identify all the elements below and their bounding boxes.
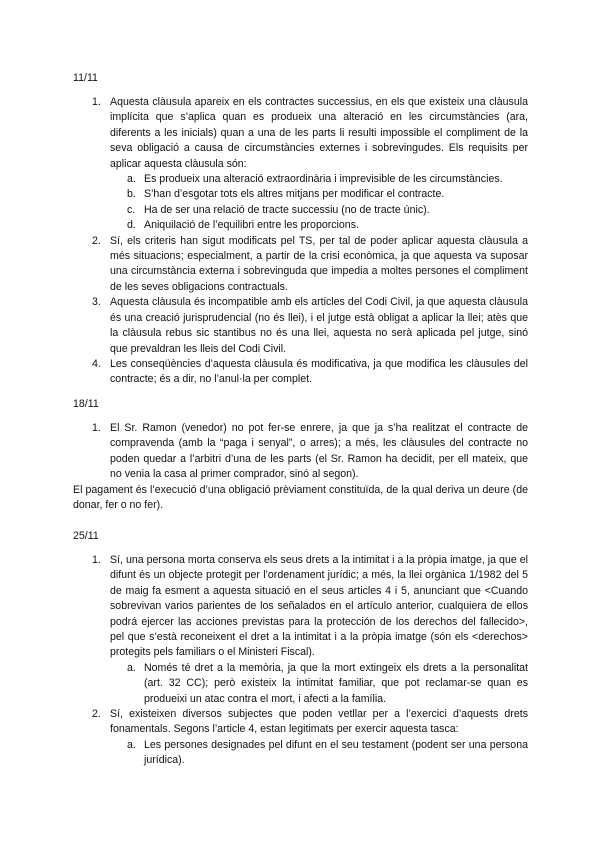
list-item [0, 95, 528, 172]
sub-list-item [0, 661, 528, 707]
list-item [0, 421, 528, 483]
list-item-text: El Sr. Ramon (venedor) no pot fer-se enrere, ja que ja s’ha realitzat el contracte de compravenda (amb la “paga i senyal”, o arres); a més, les clàusules del contracte no poden quedar a l’arbitri d’una de les parts (el Sr. Ramon ha decidit, per ell mateix, que no venia la casa al primer comprador, sinó al segon). [110, 422, 528, 481]
list-marker: a. [127, 173, 136, 186]
sub-item-text: Ha de ser una relació de tracte successiu (no de tracte únic). [144, 203, 430, 216]
list-item-text: Sí, una persona morta conserva els seus drets a la intimitat i a la pròpia imatge, ja que el difunt és un objecte protegit per l’ordenament jurídic; a més, la llei orgànica 1/1982 del 5 de maig fa esment a aquesta situació en el seus articles 4 i 5, anunciant que <Cuando sobrevivan varios parientes de los señalados en el artículo anterior, cualquiera de ellos podrá ejercer las acciones previstas para la protección de los derechos del fallecido>, pel que s’està reconeixent el dret a la intimitat i a la pròpia imatge (són els <derechos> protegits pels familiars o el Ministeri Fiscal). [110, 554, 528, 659]
sub-list-item [0, 203, 528, 218]
list-item-text: Sí, els criteris han sigut modificats pel TS, per tal de poder aplicar aquesta clàusula a més situacions; especialment, a partir de la crisi econòmica, ja que aquesta va suposar una circumstància externa i sobrevinguda que impedia a moltes persones el compliment de les seves obligacions contractuals. [110, 234, 528, 293]
list-marker: 2. [92, 234, 101, 247]
paragraph: El pagament és l’execució d’una obligació prèviament constituïda, de la qual deriva un deure (de donar, fer o no fer). [73, 484, 528, 512]
numbered-list [0, 95, 600, 388]
list-item-text: Aquesta clàusula apareix en els contractes successius, en els que existeix una clàusula implícita que s’aplica quan es produeix una alteració en les circumstàncies (ara, diferents a les inicials) quan a una de les parts li resulti impossible el compliment de la seva obligació a causa de circumstàncies externes i sobrevingudes. Els requisits per aplicar aquesta clàusula són: [110, 96, 528, 170]
list-marker: 1. [92, 96, 101, 108]
section-date: 18/11 [73, 398, 99, 410]
list-item [0, 234, 528, 296]
sub-item-text: S’han d’esgotar tots els altres mitjans per modificar el contracte. [144, 188, 445, 201]
list-item [0, 295, 528, 357]
sub-list-item [0, 172, 528, 187]
numbered-list [0, 421, 600, 483]
list-item [0, 553, 528, 661]
list-item-text: Sí, existeixen diversos subjectes que poden vetllar per a l’exercici d’aquests drets fonamentals. Segons l’article 4, estan legitimats per exercir aquesta tasca: [110, 708, 528, 736]
list-item [0, 707, 528, 738]
sub-item-text: Es produeix una alteració extraordinària i imprevisible de les circumstàncies. [144, 173, 503, 186]
sub-list-item [0, 187, 528, 202]
sub-item-text: Només té dret a la memòria, ja que la mort extingeix els drets a la personalitat (art. 32 CC); però existeix la intimitat familiar, que pot reclamar-se quan es produeixi un atac contra el mort, i afecti a la família. [144, 661, 528, 705]
list-item-text: Les conseqüències d’aquesta clàusula és modificativa, ja que modifica les clàusules del contracte; és a dir, no l’anul·la per complet. [110, 357, 528, 386]
sub-list-item [0, 218, 528, 233]
list-marker: 3. [92, 296, 101, 309]
list-marker: 2. [92, 708, 101, 721]
list-item [0, 357, 528, 388]
sub-item-text: Les persones designades pel difunt en el seu testament (podent ser una persona jurídica). [144, 738, 528, 767]
list-item-text: Aquesta clàusula és incompatible amb els articles del Codi Civil, ja que aquesta clàusula és una creació jurisprudencial (no és llei), i el jutge està obligat a aplicar la llei; atès que la clàusula rebus sic stantibus no és una llei, aquesta no serà aplicada pel jutge, sinó que prevaldran les lleis del Codi Civil. [110, 296, 528, 355]
sub-item-text: Aniquilació de l’equilibri entre les proporcions. [144, 219, 359, 232]
list-marker: a. [127, 738, 136, 751]
list-marker: d. [127, 219, 136, 232]
list-marker: 1. [92, 554, 101, 566]
list-marker: b. [127, 188, 136, 201]
list-marker: a. [127, 661, 136, 674]
list-marker: 1. [92, 422, 101, 434]
section-date: 11/11 [73, 72, 98, 84]
sub-list-item [0, 738, 528, 769]
list-marker: 4. [92, 357, 101, 370]
numbered-list [0, 553, 600, 769]
section-date: 25/11 [73, 530, 99, 542]
list-marker: c. [127, 203, 136, 216]
